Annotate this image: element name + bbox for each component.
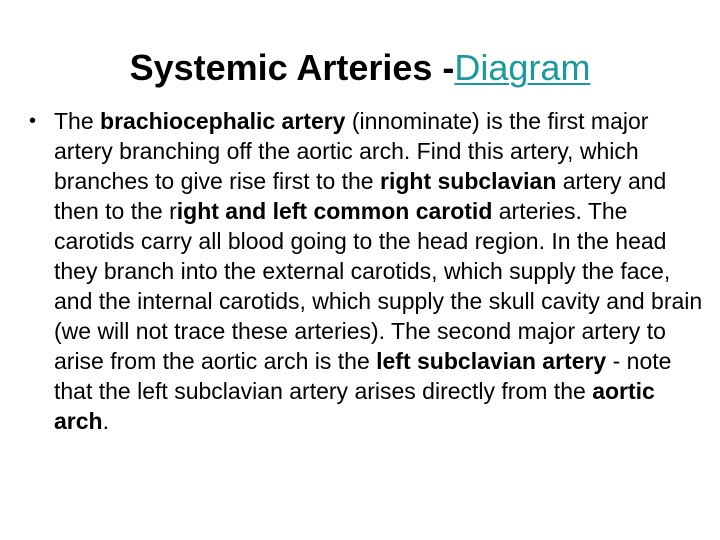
text-segment-bold: left subclavian artery — [376, 348, 607, 374]
text-segment-bold: right subclavian — [380, 168, 557, 194]
title-text: Systemic Arteries - — [129, 47, 455, 89]
slide-title — [0, 46, 720, 90]
diagram-link[interactable]: Diagram — [454, 47, 591, 89]
bullet-list — [29, 106, 709, 436]
text-segment: - note that the left subclavian artery arises directly from the — [54, 348, 672, 404]
text-segment-bold: brachiocephalic artery — [100, 108, 346, 134]
bullet-text — [54, 108, 702, 434]
text-segment: (innominate) is the first major artery branching off the aortic arch. Find this artery, which branches to give rise first to the — [54, 108, 649, 194]
text-segment: The — [54, 108, 101, 134]
bullet-item — [29, 106, 709, 436]
text-segment-bold: ight and left common carotid — [176, 198, 493, 224]
bullet-icon: • — [29, 110, 37, 132]
text-segment: . — [102, 408, 109, 434]
text-segment-bold: aortic arch — [54, 378, 655, 434]
text-segment: arteries. The carotids carry all blood going to the head region. In the head they branch into the external carotids, which supply the face, and the internal carotids, which supply the skull cavity and brain (we will not trace these arteries). The second major artery to arise from the aortic arch is the — [54, 198, 703, 374]
text-segment: artery and then to the r — [54, 168, 667, 224]
